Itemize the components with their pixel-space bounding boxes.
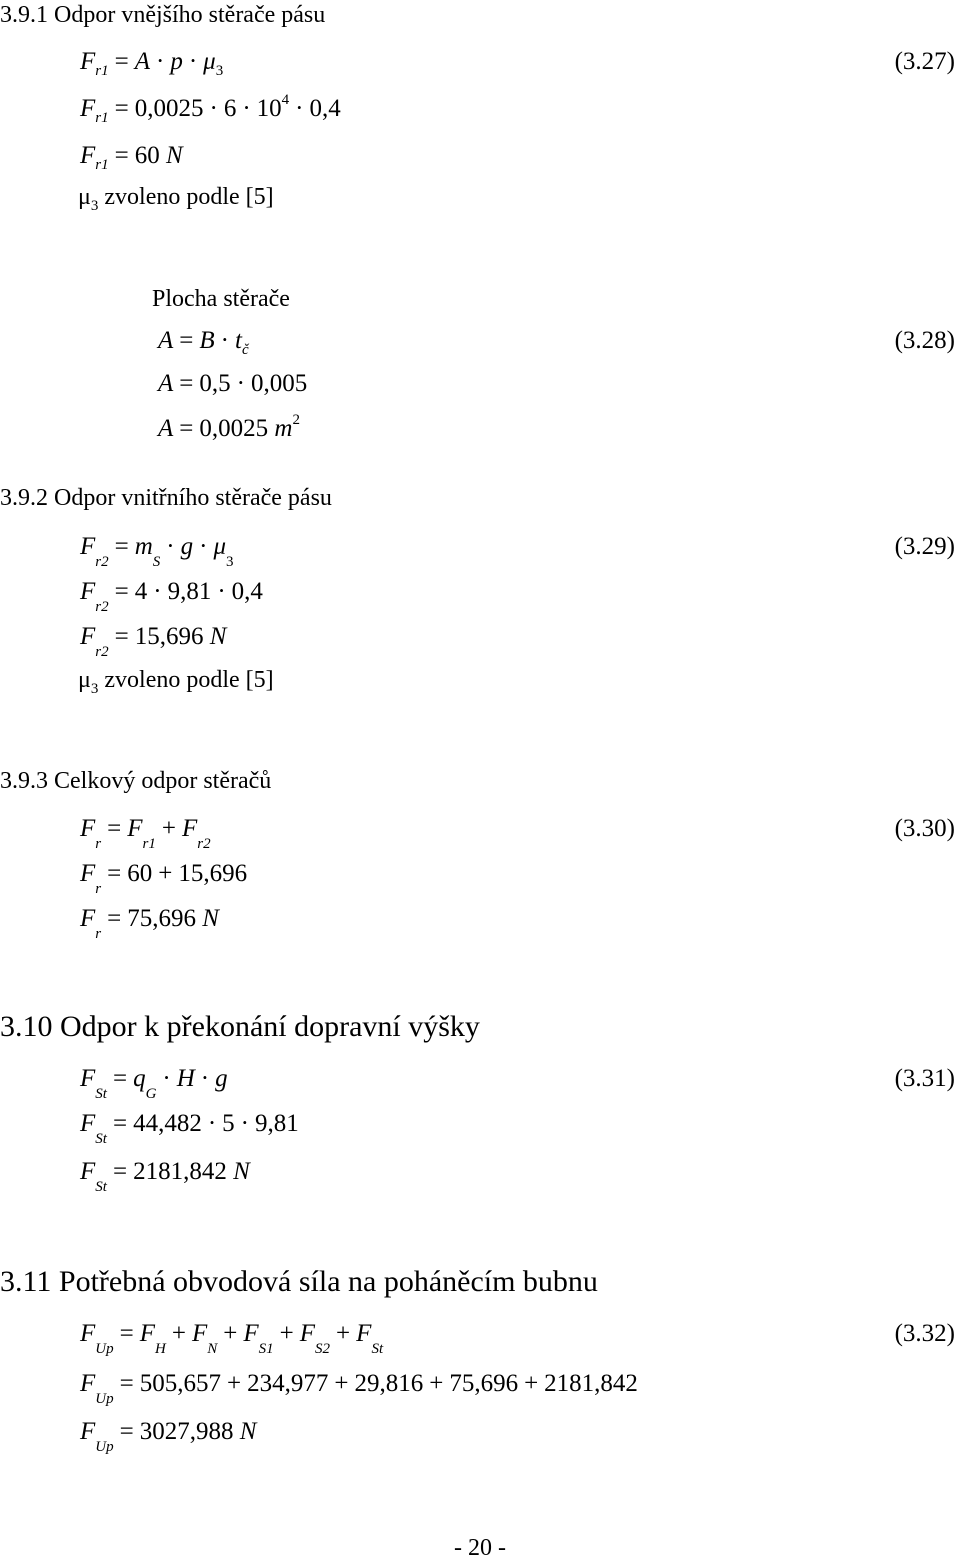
- equation-line: $F_{r2}= 4 \cdot 9,81 \cdot 0,4$: [80, 578, 263, 615]
- equation-number: (3.28): [894, 327, 955, 354]
- equation-number: (3.27): [894, 48, 955, 75]
- equation-line: A = 0,5 · 0,005: [158, 370, 308, 397]
- equation-3-30: $F_r= F_{r1}+ F_{r2}$: [80, 815, 211, 852]
- equation-number: (3.29): [894, 533, 955, 560]
- equation-3-28: $A = B \cdot t_č$: [158, 327, 249, 358]
- equation-3-31: $F_{St}= q_G\cdot H \cdot g$: [80, 1065, 228, 1102]
- equation-3-32: $F_{Up}= F_H+ F_N+ F_{S1}+ F_{S2}+ F_{St}$: [80, 1320, 384, 1357]
- equation-line: $F_{St}= 44,482 \cdot 5 \cdot 9,81$: [80, 1110, 299, 1147]
- equation-line: $F_{Up}= 505,657 + 234,977 + 29,816 + 75,696 + 2181,842$: [80, 1370, 638, 1407]
- equation-number: (3.32): [894, 1320, 955, 1347]
- equation-number: (3.31): [894, 1065, 955, 1092]
- equation-line: $F_r= 60 + 15,696$: [80, 860, 248, 897]
- equation-result: A = 0,0025 $m^2$: [158, 412, 300, 442]
- section-heading-3-11: 3.11 Potřebná obvodová síla na poháněcím bubnu: [0, 1265, 598, 1298]
- equation-3-29: $F_{r2}= m_S\cdot g \cdot \mu_3$: [80, 533, 234, 570]
- section-heading-3-9-3: 3.9.3 Celkový odpor stěračů: [0, 768, 272, 794]
- section-heading-3-9-2: 3.9.2 Odpor vnitřního stěrače pásu: [0, 485, 332, 511]
- section-heading-3-10: 3.10 Odpor k překonání dopravní výšky: [0, 1010, 480, 1043]
- subheading-plocha: Plocha stěrače: [152, 286, 290, 312]
- page-number: - 20 -: [454, 1535, 506, 1561]
- equation-result: $F_{r1} = 60$ N: [80, 142, 183, 173]
- equation-result: $F_{St}= 2181,842$ N: [80, 1158, 250, 1195]
- section-heading-3-9-1: 3.9.1 Odpor vnějšího stěrače pásu: [0, 2, 326, 28]
- coefficient-note: $\mu_3$ zvoleno podle [5]: [78, 184, 274, 214]
- coefficient-note: $\mu_3$ zvoleno podle [5]: [78, 667, 274, 697]
- equation-line: $F_{r1} = 0,0025 \cdot 6 \cdot 10^4 \cdot 0,4$: [80, 92, 341, 126]
- equation-result: $F_{r2}= 15,696$ N: [80, 623, 227, 660]
- equation-3-27: $F_{r1} = A \cdot p \cdot \mu_3$: [80, 48, 224, 79]
- equation-result: $F_r= 75,696$ N: [80, 905, 219, 942]
- equation-number: (3.30): [894, 815, 955, 842]
- equation-result: $F_{Up}= 3027,988$ N: [80, 1418, 257, 1455]
